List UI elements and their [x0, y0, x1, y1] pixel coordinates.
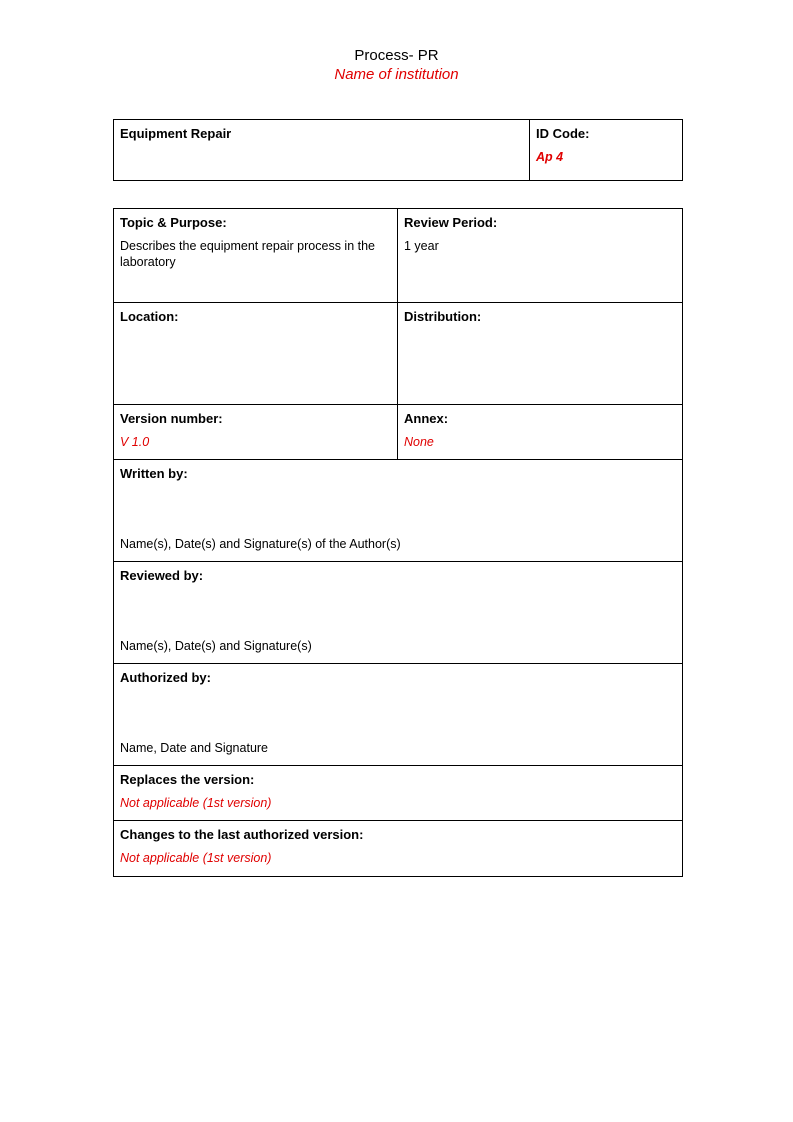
annex-value: None	[404, 435, 434, 449]
review-value: 1 year	[404, 239, 439, 253]
written-by-cell	[114, 460, 683, 562]
topic-label: Topic & Purpose:	[120, 215, 227, 230]
id-code-cell	[530, 120, 683, 181]
document-header	[0, 46, 793, 84]
changes-label: Changes to the last authorized version:	[120, 827, 364, 842]
distribution-label: Distribution:	[404, 309, 482, 324]
reviewed-by-cell	[114, 562, 683, 664]
changes-value: Not applicable (1st version)	[120, 851, 272, 865]
reviewed-by-label: Reviewed by:	[120, 568, 204, 583]
review-label: Review Period:	[404, 215, 498, 230]
written-by-note: Name(s), Date(s) and Signature(s) of the Author(s)	[120, 537, 401, 551]
replaces-version-value: Not applicable (1st version)	[120, 796, 272, 810]
id-table	[113, 119, 683, 181]
annex-cell	[398, 405, 683, 460]
reviewed-by-note: Name(s), Date(s) and Signature(s)	[120, 639, 312, 653]
version-label: Version number:	[120, 411, 223, 426]
review-cell	[398, 209, 683, 303]
distribution-cell	[398, 303, 683, 405]
authorized-by-note: Name, Date and Signature	[120, 741, 269, 755]
authorized-by-cell	[114, 664, 683, 766]
process-form-table	[113, 208, 683, 877]
location-cell	[114, 303, 398, 405]
replaces-version-label: Replaces the version:	[120, 772, 255, 787]
document-title-cell	[114, 120, 530, 181]
page-title: Process- PR	[354, 47, 439, 64]
version-cell	[114, 405, 398, 460]
version-value: V 1.0	[120, 435, 150, 449]
institution-name: Name of institution	[334, 66, 459, 83]
annex-label: Annex:	[404, 411, 449, 426]
topic-value: Describes the equipment repair process in the laboratory	[120, 239, 375, 269]
location-label: Location:	[120, 309, 179, 324]
replaces-version-cell	[114, 766, 683, 821]
id-code-label: ID Code:	[536, 126, 590, 141]
topic-cell	[114, 209, 398, 303]
written-by-label: Written by:	[120, 466, 188, 481]
changes-cell	[114, 821, 683, 877]
document-title: Equipment Repair	[120, 126, 232, 141]
authorized-by-label: Authorized by:	[120, 670, 211, 685]
id-code-value: Ap 4	[536, 150, 564, 164]
